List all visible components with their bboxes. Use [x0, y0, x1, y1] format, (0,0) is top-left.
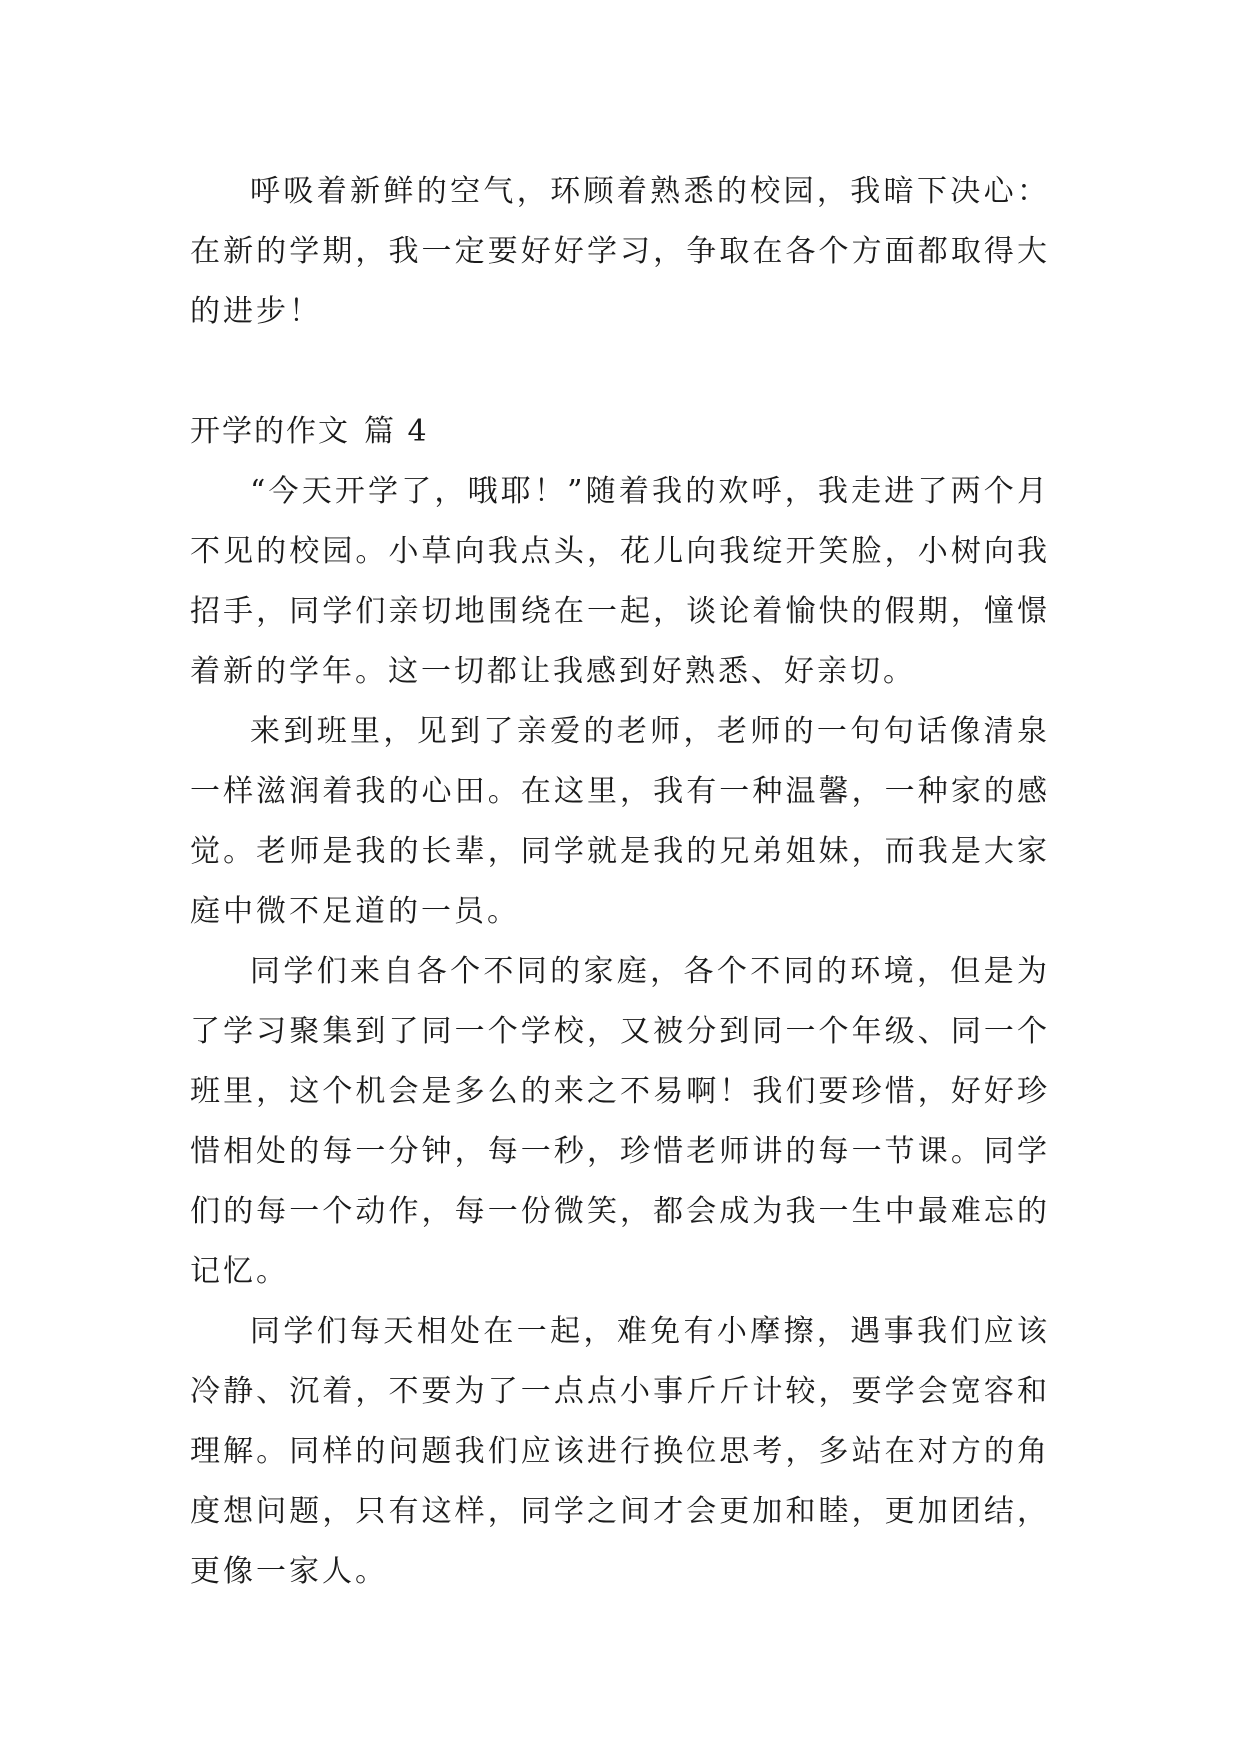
document-body — [190, 162, 1050, 1602]
paragraph-2: 来到班里，见到了亲爱的老师，老师的一句句话像清泉一样滋润着我的心田。在这里，我有一种温馨，一种家的感觉。老师是我的长辈，同学就是我的兄弟姐妹，而我是大家庭中微不足道的一员。 — [190, 714, 1050, 929]
heading-part: 篇 4 — [364, 414, 429, 449]
section-heading — [190, 402, 1050, 462]
section-gap — [190, 342, 1050, 402]
paragraph-3: 同学们来自各个不同的家庭，各个不同的环境，但是为了学习聚集到了同一个学校，又被分到同一个年级、同一个班里，这个机会是多么的来之不易啊！我们要珍惜，好好珍惜相处的每一分钟，每一秒，珍惜老师讲的每一节课。同学们的每一个动作，每一份微笑，都会成为我一生中最难忘的记忆。 — [190, 954, 1050, 1289]
paragraph-1: “今天开学了，哦耶！”随着我的欢呼，我走进了两个月不见的校园。小草向我点头，花儿向我绽开笑脸，小树向我招手，同学们亲切地围绕在一起，谈论着愉快的假期，憧憬着新的学年。这一切都让我感到好熟悉、好亲切。 — [190, 474, 1050, 689]
paragraph-intro: 呼吸着新鲜的空气，环顾着熟悉的校园，我暗下决心：在新的学期，我一定要好好学习，争取在各个方面都取得大的进步！ — [190, 174, 1050, 329]
paragraph-4: 同学们每天相处在一起，难免有小摩擦，遇事我们应该冷静、沉着，不要为了一点点小事斤斤计较，要学会宽容和理解。同样的问题我们应该进行换位思考，多站在对方的角度想问题，只有这样，同学之间才会更加和睦，更加团结，更像一家人。 — [190, 1314, 1050, 1589]
heading-title: 开学的作文 — [190, 414, 350, 449]
